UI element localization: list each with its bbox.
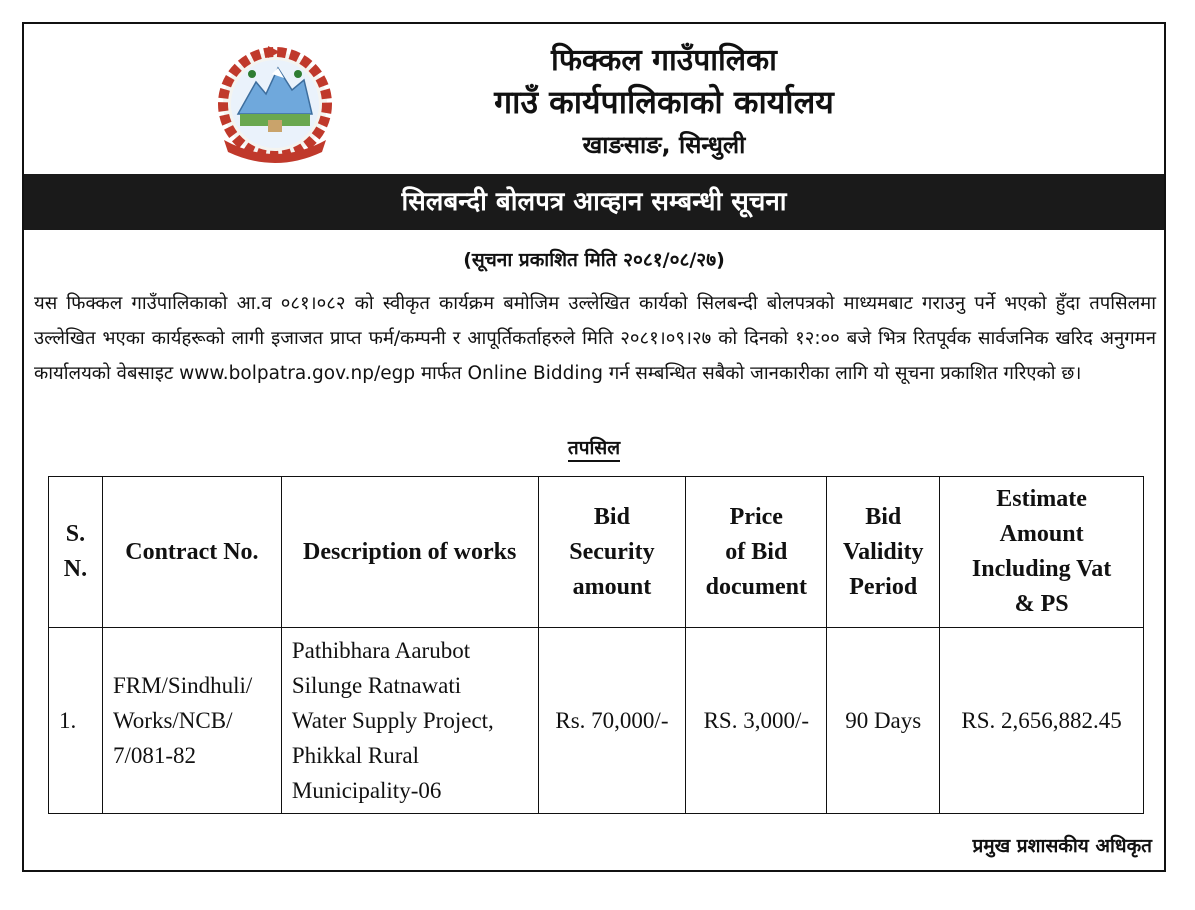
office-name: गाउँ कार्यपालिकाको कार्यालय	[494, 83, 834, 121]
cell-sn: 1.	[49, 628, 103, 814]
header-price-of-bid: Price of Bid document	[686, 477, 827, 628]
bid-schedule-table	[48, 476, 1144, 814]
header-estimate-amount: Estimate Amount Including Vat & PS	[940, 477, 1144, 628]
schedule-heading: तपसिल	[24, 434, 1164, 460]
cell-contract-no: FRM/Sindhuli/ Works/NCB/ 7/081-82	[102, 628, 281, 814]
notice-body: यस फिक्कल गाउँपालिकाको आ.व ०८१।०८२ को स्वीकृत कार्यक्रम बमोजिम उल्लेखित कार्यको सिलबन्दी बोलपत्रको माध्यमबाट गराउनु पर्ने भएको हुँदा तपसिलमा उल्लेखित भएका कार्यहरूको लागी इजाजत प्राप्त फर्म/कम्पनी र आपूर्तिकर्ताहरुले मिति २०८१।०९।२७ को दिनको १२:०० बजे भित्र रितपूर्वक सार्वजनिक खरिद अनुगमन कार्यालयको वेबसाइट www.bolpatra.gov.np/egp मार्फत Online Bidding गर्न सम्बन्धित सबैको जानकारीका लागि यो सूचना प्रकाशित गरिएको छ।	[34, 293, 1156, 384]
published-date: (सूचना प्रकाशित मिति २०८१/०८/२७)	[463, 249, 725, 271]
header-description: Description of works	[281, 477, 538, 628]
cell-bid-validity: 90 Days	[827, 628, 940, 814]
header-bid-validity: Bid Validity Period	[827, 477, 940, 628]
signatory-title: प्रमुख प्रशासकीय अधिकृत	[972, 835, 1152, 857]
table-row	[49, 628, 1144, 814]
cell-price-of-bid: RS. 3,000/-	[686, 628, 827, 814]
office-location: खाङसाङ, सिन्धुली	[582, 131, 746, 159]
header-sn: S. N.	[49, 477, 103, 628]
cell-estimate-amount: RS. 2,656,882.45	[940, 628, 1144, 814]
header-bid-security: Bid Security amount	[538, 477, 686, 628]
notice-header	[24, 24, 1164, 174]
notice-frame	[22, 22, 1166, 872]
organization-name: फिक्कल गाउँपालिका	[551, 43, 777, 78]
table-header-row	[49, 477, 1144, 628]
header-contract-no: Contract No.	[102, 477, 281, 628]
notice-title-banner: सिलबन्दी बोलपत्र आव्हान सम्बन्धी सूचना	[24, 174, 1164, 230]
cell-bid-security: Rs. 70,000/-	[538, 628, 686, 814]
cell-description: Pathibhara Aarubot Silunge Ratnawati Water Supply Project, Phikkal Rural Municipality-06	[281, 628, 538, 814]
